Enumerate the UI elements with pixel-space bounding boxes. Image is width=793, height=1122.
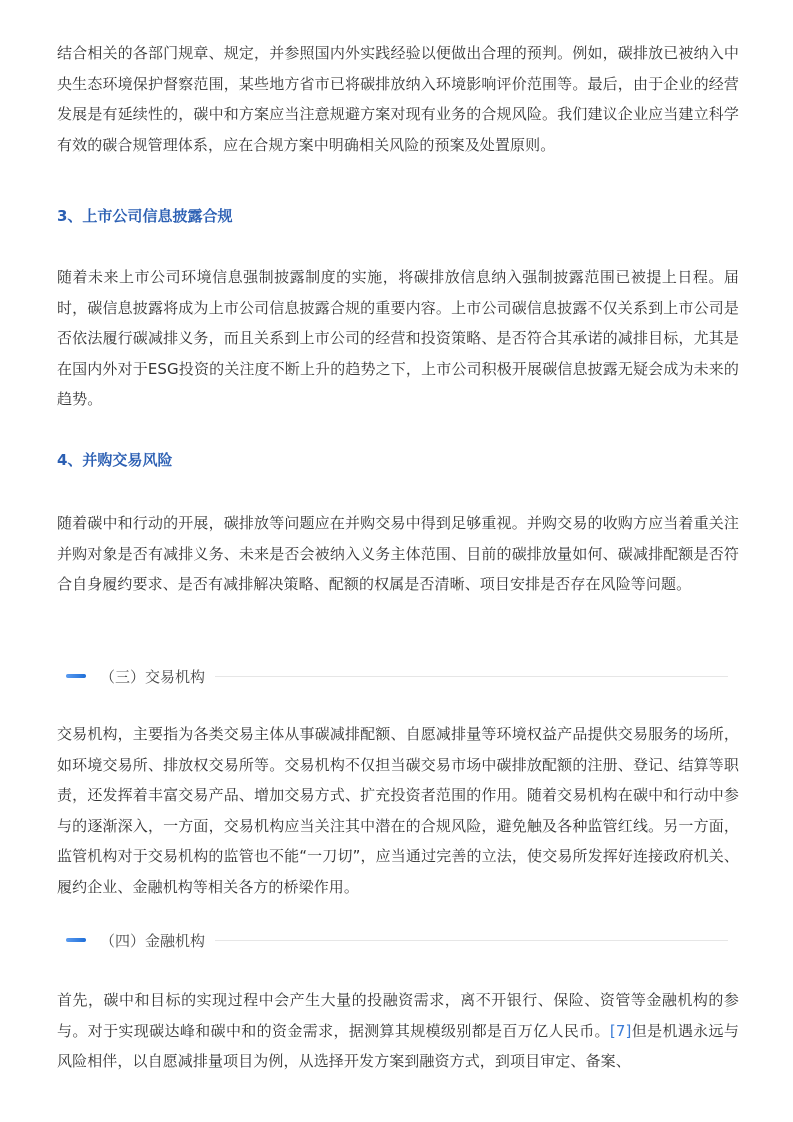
subheading-financial-institutions xyxy=(66,929,728,951)
subheading-label: （四）金融机构 xyxy=(100,931,206,950)
citation-link[interactable]: [7] xyxy=(609,1021,632,1040)
subheading-marker-icon xyxy=(66,674,86,678)
subheading-marker-icon xyxy=(66,938,86,942)
subheading-divider xyxy=(215,676,728,677)
paragraph-listed-company-disclosure: 随着未来上市公司环境信息强制披露制度的实施，将碳排放信息纳入强制披露范围已被提上日程。届时，碳信息披露将成为上市公司信息披露合规的重要内容。上市公司碳信息披露不仅关系到上市公司是否依法履行碳减排义务，而且关系到上市公司的经营和投资策略、是否符合其承诺的减排目标，尤其是在国内外对于ESG投资的关注度不断上升的趋势之下，上市公司积极开展碳信息披露无疑会成为未来的趋势。 xyxy=(57,268,739,408)
subheading-label: （三）交易机构 xyxy=(100,667,206,686)
subheading-divider xyxy=(215,940,728,941)
paragraph-ma-risk: 随着碳中和行动的开展，碳排放等问题应在并购交易中得到足够重视。并购交易的收购方应当着重关注并购对象是否有减排义务、未来是否会被纳入义务主体范围、目前的碳排放量如何、碳减排配额是否符合自身履约要求、是否有减排解决策略、配额的权属是否清晰、项目安排是否存在风险等问题。 xyxy=(57,514,739,593)
paragraph-financial-institutions xyxy=(57,985,739,1077)
section-heading-ma-risk: 4、并购交易风险 xyxy=(57,451,173,469)
paragraph-compliance-plan: 结合相关的各部门规章、规定，并参照国内外实践经验以便做出合理的预判。例如，碳排放已被纳入中央生态环境保护督察范围，某些地方省市已将碳排放纳入环境影响评价范围等。最后，由于企业的经营发展是有延续性的，碳中和方案应当注意规避方案对现有业务的合规风险。我们建议企业应当建立科学有效的碳合规管理体系，应在合规方案中明确相关风险的预案及处置原则。 xyxy=(57,44,739,154)
subheading-trading-institutions xyxy=(66,665,728,687)
paragraph-trading-institutions: 交易机构，主要指为各类交易主体从事碳减排配额、自愿减排量等环境权益产品提供交易服务的场所，如环境交易所、排放权交易所等。交易机构不仅担当碳交易市场中碳排放配额的注册、登记、结算等职责，还发挥着丰富交易产品、增加交易方式、扩充投资者范围的作用。随着交易机构在碳中和行动中参与的逐渐深入，一方面，交易机构应当关注其中潜在的合规风险，避免触及各种监管红线。另一方面，监管机构对于交易机构的监管也不能“一刀切”，应当通过完善的立法，使交易所发挥好连接政府机关、履约企业、金融机构等相关各方的桥梁作用。 xyxy=(57,725,739,896)
section-heading-listed-company-disclosure: 3、上市公司信息披露合规 xyxy=(57,207,233,225)
paragraph-text: 但是机遇永远与风险相伴，以自愿减排量项目为例，从选择开发方案到融资方式，到项目审定、备案、 xyxy=(57,1021,739,1070)
paragraph-text: 首先，碳中和目标的实现过程中会产生大量的投融资需求，离不开银行、保险、资管等金融机构的参与。对于实现碳达峰和碳中和的资金需求，据测算其规模级别都是百万亿人民币。 xyxy=(57,991,739,1040)
